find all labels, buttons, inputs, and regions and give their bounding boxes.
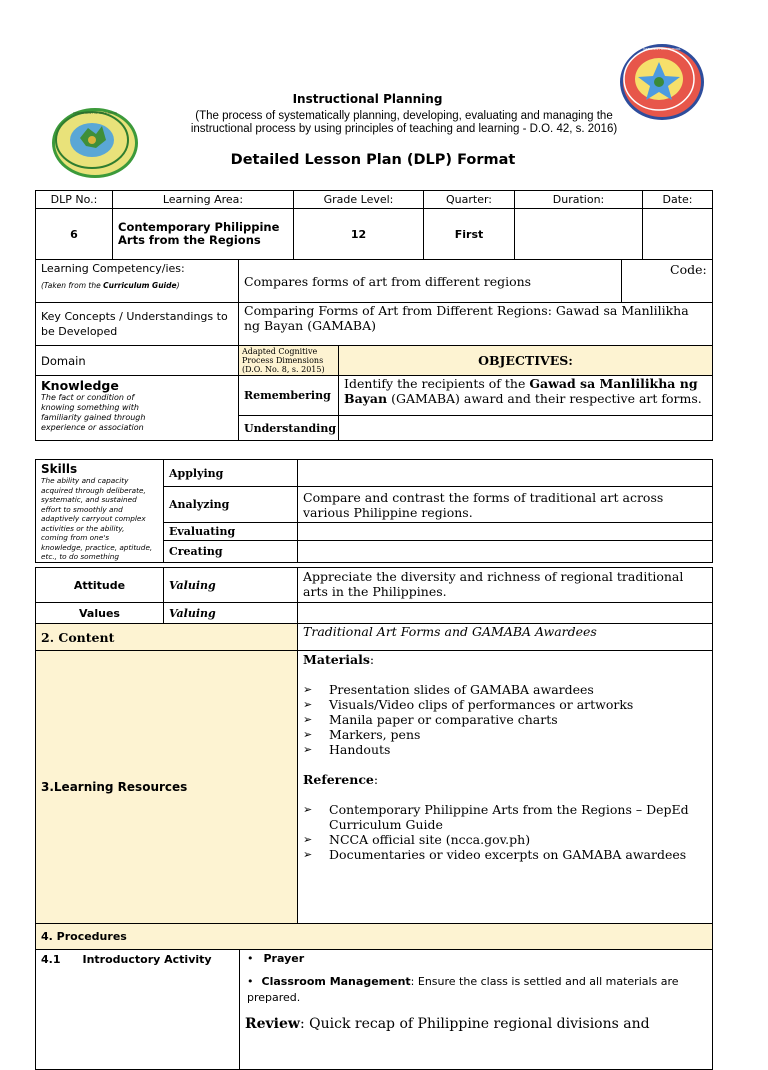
lesson-info-table <box>35 190 713 441</box>
values-level: Valuing <box>164 603 298 624</box>
duration-value <box>515 209 643 260</box>
creating-objective <box>298 541 713 562</box>
attitude-label: Attitude <box>36 568 164 603</box>
applying-objective <box>298 460 713 487</box>
intro-activity-label: 4.1 Introductory Activity <box>36 950 240 1070</box>
prayer-item: • Prayer <box>247 952 305 965</box>
knowledge-title: Knowledge <box>41 378 119 393</box>
domain-label: Domain <box>36 346 239 376</box>
creating-label: Creating <box>164 541 298 562</box>
resources-label: 3.Learning Resources <box>36 651 298 924</box>
values-label: Values <box>36 603 164 624</box>
skills-table <box>35 459 713 563</box>
page-subtitle-2: instructional process by using principles of teaching and learning - D.O. 42, s. 2016) <box>190 123 618 135</box>
key-concepts-label: Key Concepts / Understandings to be Developed <box>36 303 239 346</box>
values-objective <box>298 603 713 624</box>
list-item: ➢ Visuals/Video clips of performances or artworks <box>303 697 707 712</box>
knowledge-desc: The fact or condition of knowing something with familiarity gained through experience or association <box>41 393 146 432</box>
content-value: Traditional Art Forms and GAMABA Awardees <box>298 624 713 651</box>
review-item: Review: Quick recap of Philippine regional divisions and <box>245 1016 650 1032</box>
content-label: 2. Content <box>36 624 298 651</box>
classroom-item: • Classroom Management: Ensure the class is settled and all materials are prepared. <box>247 975 679 1004</box>
adapted-label: Adapted Cognitive Process Dimensions (D.O. No. 8, s. 2015) <box>239 346 339 376</box>
materials-list <box>303 682 707 757</box>
list-item: ➢ Manila paper or comparative charts <box>303 712 707 727</box>
procedures-label: 4. Procedures <box>36 924 713 950</box>
dlp-no-value: 6 <box>36 209 113 260</box>
format-title: Detailed Lesson Plan (DLP) Format <box>230 152 516 168</box>
learning-area-header: Learning Area: <box>113 191 294 209</box>
list-item: ➢ Presentation slides of GAMABA awardees <box>303 682 707 697</box>
attitude-objective: Appreciate the diversity and richness of regional traditional arts in the Philippines. <box>298 568 713 603</box>
understanding-label: Understanding <box>239 416 339 441</box>
resources-cell <box>298 651 713 924</box>
competency-label: Learning Competency/ies: <box>41 262 185 275</box>
list-item: ➢ Documentaries or video excerpts on GAMABA awardees <box>303 847 707 862</box>
materials-heading: Materials: <box>303 652 375 667</box>
key-concepts-value: Comparing Forms of Art from Different Regions: Gawad sa Manlilikha ng Bayan (GAMABA) <box>239 303 713 346</box>
list-item: ➢ Handouts <box>303 742 707 757</box>
date-header: Date: <box>643 191 713 209</box>
knowledge-cell <box>36 376 239 441</box>
page-subtitle-1: (The process of systematically planning, developing, evaluating and managing the <box>195 110 613 122</box>
duration-header: Duration: <box>515 191 643 209</box>
analyzing-label: Analyzing <box>164 487 298 523</box>
lesson-body-table <box>35 567 713 1070</box>
page-title: Instructional Planning <box>292 92 443 106</box>
skills-title: Skills <box>41 462 78 476</box>
school-seal-logo <box>620 44 704 120</box>
reference-list <box>303 802 707 862</box>
school-seal-text: NATIONAL HIGH SCHOOL <box>643 47 681 51</box>
skills-cell <box>36 460 164 563</box>
understanding-objective <box>339 416 713 441</box>
dlp-no-header: DLP No.: <box>36 191 113 209</box>
competency-value: Compares forms of art from different regions <box>239 260 622 303</box>
learning-area-value: Contemporary Philippine Arts from the Regions <box>113 209 294 260</box>
list-item: ➢ Contemporary Philippine Arts from the Regions – DepEd Curriculum Guide <box>303 802 707 832</box>
skills-desc: The ability and capacity acquired through deliberate, systematic, and sustained effort to smoothly and adaptively carryout complex activities or the ability, coming from one's knowledge, practice, aptitude, etc., to do something <box>41 476 153 561</box>
remembering-label: Remembering <box>239 376 339 416</box>
grade-level-value: 12 <box>294 209 424 260</box>
list-item: ➢ NCCA official site (ncca.gov.ph) <box>303 832 707 847</box>
date-value <box>643 209 713 260</box>
grade-level-header: Grade Level: <box>294 191 424 209</box>
quarter-header: Quarter: <box>424 191 515 209</box>
list-item: ➢ Markers, pens <box>303 727 707 742</box>
competency-note: (Taken from the Curriculum Guide) <box>41 281 180 290</box>
analyzing-objective: Compare and contrast the forms of traditional art across various Philippine regions. <box>298 487 713 523</box>
competency-label-cell <box>36 260 239 303</box>
objectives-label: OBJECTIVES: <box>339 346 713 376</box>
evaluating-objective <box>298 523 713 541</box>
intro-activity-cell <box>240 950 713 1070</box>
quarter-value: First <box>424 209 515 260</box>
code-label: Code: <box>622 260 713 303</box>
remembering-objective: Identify the recipients of the Gawad sa Manlilikha ng Bayan (GAMABA) award and their respective art forms. <box>339 376 713 416</box>
deped-seal-text: DEPARTMENT OF EDUCATION <box>73 111 117 115</box>
attitude-level: Valuing <box>164 568 298 603</box>
reference-heading: Reference: <box>303 772 379 787</box>
evaluating-label: Evaluating <box>164 523 298 541</box>
applying-label: Applying <box>164 460 298 487</box>
